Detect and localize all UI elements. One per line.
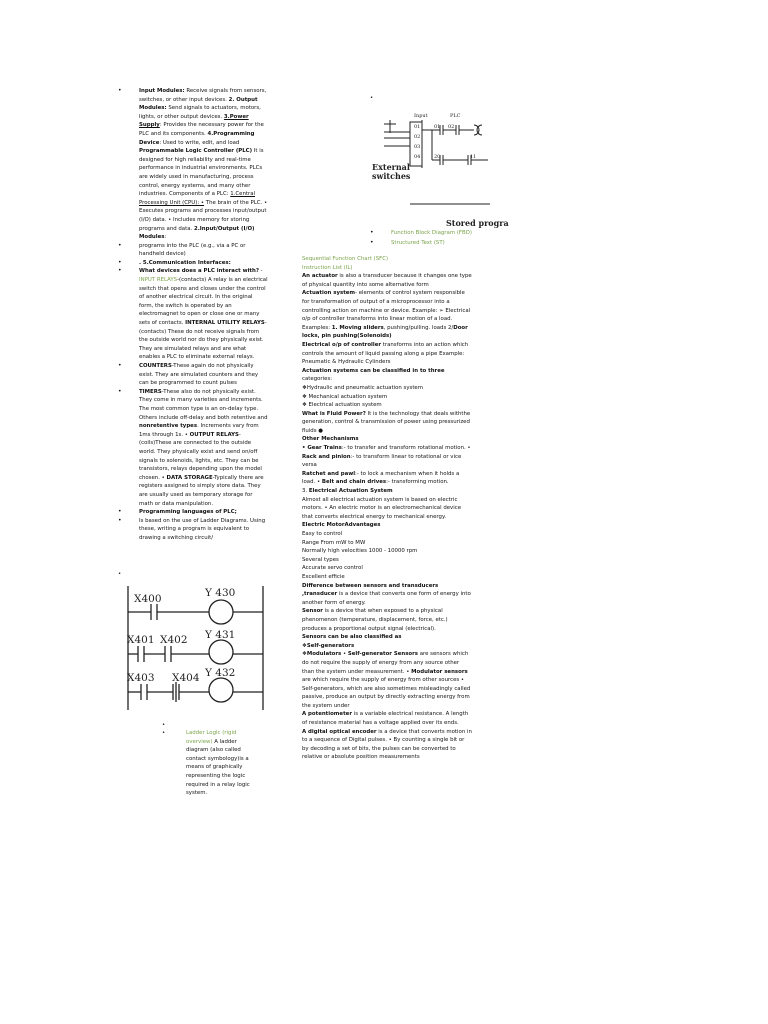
text-run: is a device that converts one form of energy into another form of energy.	[302, 591, 471, 606]
paragraph	[302, 530, 472, 539]
paragraph	[302, 401, 472, 410]
text-run: is a variable electrical resistance. A length of resistance material has a voltage applied over its ends.	[302, 711, 469, 727]
text-run: Programmable Logic Controller (PLC)	[139, 148, 253, 155]
bullet: •	[118, 267, 122, 275]
text-run: :- to transform linear to rotational or vice versa	[302, 453, 462, 469]
text-run: : Used to write, edit, and load	[159, 139, 240, 146]
text-run: An actuator	[302, 273, 338, 280]
stored-program-label: Stored progra	[446, 218, 509, 228]
io-number: 02	[414, 134, 421, 140]
text-run: is also a transducer because it changes one type of physical quantity into some alternative form	[302, 273, 472, 288]
list-item	[370, 239, 490, 248]
paragraph	[302, 367, 472, 384]
text-run: ❖Self-generators	[302, 642, 355, 649]
text-run: OUTPUT RELAYS	[189, 431, 239, 438]
contact-label: X401	[127, 634, 155, 646]
text-run[interactable]: INPUT RELAYS	[139, 277, 178, 284]
paragraph	[302, 444, 472, 470]
io-number: 20	[434, 154, 441, 160]
list-item	[118, 388, 268, 508]
right-paragraphs	[302, 272, 472, 762]
paragraph	[302, 539, 472, 548]
paragraph	[302, 650, 472, 710]
input-label: Input	[414, 113, 428, 119]
text-run: : Provides the necessary power for the PLC and its components.	[139, 122, 264, 137]
contact-label: X400	[134, 593, 162, 605]
paragraph	[302, 564, 472, 573]
bullet: •	[118, 516, 122, 524]
list-item	[118, 267, 268, 362]
plc-components-text	[139, 88, 267, 240]
coil-label: Y 431	[205, 629, 236, 641]
paragraph	[302, 410, 472, 436]
paragraph	[302, 289, 472, 341]
io-number: 02	[448, 124, 455, 130]
plc-figure	[370, 108, 509, 232]
bullet-empty: •	[162, 722, 166, 728]
paragraph	[302, 521, 472, 530]
text-run: nonretentive types	[139, 423, 198, 430]
text-run: Door locks, pin pushing(Solenoids)	[302, 324, 468, 340]
paragraph	[302, 710, 472, 727]
text-run: Sensors can be also classified as	[302, 634, 402, 641]
text-run: :	[164, 234, 167, 241]
contact-label: X402	[160, 634, 188, 646]
text-run: Electrical Actuation System	[308, 488, 393, 495]
list-item	[118, 508, 268, 517]
text-run: :- to lock a mechanism when it holds a load. •	[302, 470, 460, 486]
text-run: •	[341, 651, 348, 658]
text-run: TIMERS	[139, 388, 162, 395]
text-run: Send signals to actuators, motors, lights, or other output devices.	[139, 105, 261, 120]
text-run: Ratchet and pawl	[302, 470, 356, 477]
text-run: Other Mechanisms	[302, 436, 359, 443]
list-item	[370, 229, 490, 238]
text-run: Belt and chain drives	[321, 479, 387, 486]
paragraph	[302, 393, 472, 402]
text-run: Actuation system	[302, 290, 356, 297]
text-run: Almost all electrical actuation system is based on electric motors. • An electric motor is an electromechanical device that converts electrical energy to mechanical energy.	[302, 496, 462, 520]
text-run: are sensors which do not require the supply of energy from any source other than the system under measurement. •	[302, 651, 469, 675]
plc-figure-svg	[370, 108, 509, 228]
io-number: 11	[470, 154, 477, 160]
text-run: Self-generator Sensors	[347, 651, 418, 658]
st-link[interactable]: Structured Text (ST)	[391, 239, 445, 246]
text-run: , pushing/pulling. loads 2/	[383, 324, 454, 331]
text-run: • Gear Trains	[302, 445, 342, 452]
switches-label: switches	[372, 171, 411, 181]
text-run: The brain of the PLC. • Executes programs and processes input/output (I/O) data. • Includes memory for storing programs and data.	[139, 199, 268, 232]
paragraph	[302, 573, 472, 582]
paragraph	[302, 556, 472, 565]
bullet: •	[118, 362, 122, 369]
text-run: It is the technology that deals withthe generation, control & transmission of power using pressurized fluids ●	[302, 410, 471, 434]
text-run: It is designed for high reliability and real-time performance in industrial environments. PLCs are widely used in manufacturing, process control, energy systems, and many other industries. Components of a PLC:	[139, 148, 264, 198]
ladder-caption-text: A ladder diagram (also called contact symbology)is a means of graphically representing the logic required in a relay logic system.	[186, 738, 250, 797]
text-run: is a device that converts motion in to a sequence of Digital pulses. • By counting a single bit or by decoding a set of bits, the pulses can be converted to relative or absolute position measurements	[302, 728, 472, 761]
text-run: Input Modules:	[139, 88, 185, 94]
contact-label: X403	[127, 672, 155, 684]
text-run: are which require the supply of energy from other sources • Self-generators, which are also sometimes misleadingly called passive, produce an output by directly extracting energy from the system under	[302, 677, 471, 709]
text-run: A potentiometer	[302, 711, 352, 718]
bullet: •	[118, 508, 122, 516]
list-item	[118, 362, 268, 388]
text-run: 4.Programming Device	[139, 130, 255, 146]
text-run: :- to transfer and transform rotational motion. •	[341, 445, 471, 452]
coil-y431	[209, 640, 233, 664]
bullet-empty: •	[118, 571, 122, 577]
text-run: 1. Moving sliders	[331, 324, 384, 331]
paragraph	[302, 272, 472, 289]
right-column	[302, 255, 472, 762]
text-run: Modulator sensors	[411, 668, 468, 675]
text-run: Excellent efficie	[302, 573, 345, 580]
text-run: ❖Hydraulic and pneumatic actuation system	[302, 384, 424, 391]
text-run: - elements of control system responsible for transformation of output of a microprocessor into a controlling action on machine or device. Example: ➢ Electrical o/p of controller transforms into linear motion of a load. Examples:	[302, 290, 471, 331]
bullet: •	[162, 730, 166, 736]
text-run: -(coils)These are connected to the outside world. They physically exist and send on/off signals to solenoids, lights, etc. They can be transistors, relays depending upon the model chosen. •	[139, 431, 262, 481]
text-run: -These again do not physically exist. They are simulated counters and they can be programmed to count pulses	[139, 363, 259, 387]
programming-device-text: programs into the PLC (e.g., via a PC or handheld device)	[139, 242, 246, 258]
text-run: 2. Output Modules:	[139, 96, 258, 112]
plc-devices-text	[139, 268, 268, 360]
text-run: :- transforming motion.	[386, 479, 449, 486]
text-run: . Increments vary from 1ms through 1s. •	[139, 423, 259, 438]
text-run: ❖ Mechanical actuation system	[302, 393, 388, 400]
text-run: Sensor	[302, 608, 323, 615]
paragraph	[302, 341, 472, 367]
coil-y432	[209, 678, 233, 702]
text-run: COUNTERS	[139, 363, 172, 369]
language-list	[370, 229, 490, 247]
fbd-link[interactable]: Function Block Diagram (FBD)	[391, 230, 472, 236]
text-run: 3.Power Supply	[139, 113, 249, 129]
text-run: ❖Modulators	[302, 651, 342, 658]
paragraph	[302, 496, 472, 522]
bullet: •	[118, 241, 122, 249]
list-item	[118, 259, 268, 268]
ladder-diagram-svg	[123, 582, 268, 714]
plc-label: PLC	[450, 113, 461, 119]
text-run: A digital optical encoder	[302, 728, 377, 735]
io-number: 01	[414, 124, 421, 130]
list-item	[118, 517, 268, 543]
list-item	[118, 87, 268, 242]
text-run: 1.Central Processing Unit (CPU): •	[139, 191, 256, 206]
paragraph	[302, 607, 472, 633]
text-run: -(contacts) A relay is an electrical switch that opens and closes under the control of another electrical circuit. In the original form, the switch is operated by an electromagnet to open or close one or many sets of contacts.	[139, 277, 268, 327]
text-run: -Typically there are registers assigned to simply store data. They are usually used as temporary storage for math or data manipulation.	[139, 474, 264, 507]
ladder-caption-link[interactable]: Ladder Logic (rigid overview)	[186, 730, 237, 745]
text-run: What devices does a PLC interact with?	[139, 268, 259, 275]
text-run: Normally high velocities 1000 - 10000 rpm	[302, 548, 418, 555]
contact-label: X404	[172, 672, 200, 684]
io-number: 03	[414, 144, 421, 150]
text-run: is a device that when exposed to a physical phenomenon (temperature, displacement, force, etc.) produces a proportional output signal (electrical).	[302, 608, 448, 632]
coil-label: Y 432	[205, 667, 236, 679]
text-run: categories:	[302, 376, 333, 383]
ladder-caption	[162, 729, 250, 798]
text-run: Receive signals from sensors, switches, or other input devices.	[139, 88, 267, 103]
text-run: ,transducer	[302, 591, 338, 598]
text-run: Actuation systems can be classified in to three	[302, 367, 445, 374]
bullet: •	[118, 387, 122, 395]
io-number: 01	[434, 124, 441, 130]
list-item	[118, 242, 268, 259]
paragraph	[302, 633, 472, 642]
ladder-diagram	[123, 582, 268, 718]
text-run: ❖ Electrical actuation system	[302, 402, 382, 409]
text-run: 3.	[302, 488, 309, 495]
paragraph	[302, 384, 472, 393]
paragraph	[302, 642, 472, 651]
bullet: •	[370, 238, 374, 246]
coil-y430	[209, 600, 233, 624]
text-run: Range From mW to MW	[302, 539, 366, 546]
timers-text	[139, 389, 268, 507]
communication-interfaces-text: . 5.Communication Interfaces:	[139, 259, 231, 266]
io-number: 04	[414, 154, 421, 160]
bullet: •	[118, 87, 122, 94]
text-run: Electric MotorAdvantages	[302, 522, 381, 529]
text-run: Accurate servo control	[302, 565, 363, 572]
paragraph	[302, 547, 472, 556]
bullet: •	[118, 258, 122, 266]
paragraph	[302, 487, 472, 496]
coil-label: Y 430	[205, 587, 236, 599]
text-run: transforms into an action which controls the amount of liquid passing along a pipe Example: Pneumatic & Hydraulic Cylinders	[302, 341, 469, 366]
paragraph	[302, 435, 472, 444]
text-run: -These also do not physically exist. They come in many varieties and increments. The most common type is an on-delay type. Others include off-delay and both retentive and	[139, 388, 268, 421]
text-run: Electrical o/p of controller	[302, 341, 382, 348]
text-run: Rack and pinion	[302, 453, 351, 460]
text-run: What is Fluid Power?	[302, 410, 366, 417]
text-run: -(contacts) These do not receive signals from the outside world nor do they physically exist. They are simulated relays and are what enables a PLC to eliminate external relays.	[139, 320, 267, 361]
il-link[interactable]: Instruction List (IL)	[302, 264, 353, 271]
paragraph	[302, 582, 472, 591]
text-run: Difference between sensors and transducers	[302, 582, 439, 589]
text-run: Easy to control	[302, 531, 343, 537]
paragraph	[302, 470, 472, 487]
paragraph	[302, 590, 472, 607]
text-run: DATA STORAGE	[166, 474, 213, 481]
text-run: 2.Input/Output (I/O) Modules	[139, 225, 255, 241]
sfc-link[interactable]: Sequential Function Chart (SFC)	[302, 256, 389, 262]
external-label: External	[372, 162, 410, 172]
programming-languages-heading: Programming languages of PLC;	[139, 509, 237, 516]
ladder-intro-text: Is based on the use of Ladder Diagrams. Using these, writing a program is equivalent to drawing a switching circuit/	[139, 517, 266, 541]
bullet-empty: •	[370, 95, 374, 101]
text-run: Several types	[302, 556, 339, 563]
text-run: INTERNAL UTILITY RELAYS	[185, 320, 265, 327]
paragraph	[302, 728, 472, 762]
bullet: •	[370, 229, 374, 236]
counters-text	[139, 363, 258, 386]
left-column	[118, 87, 268, 542]
text-run: -	[258, 268, 263, 275]
